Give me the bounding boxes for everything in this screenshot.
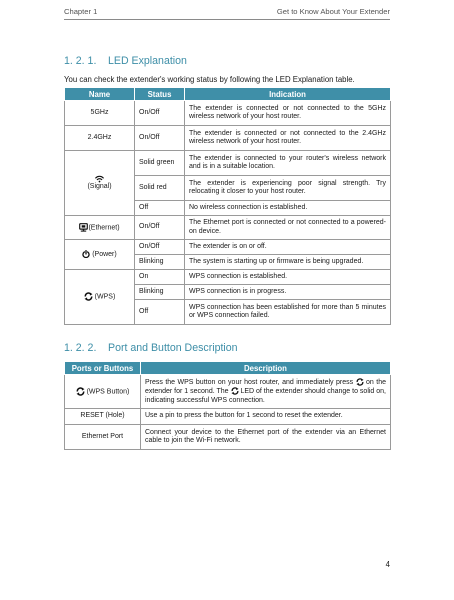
led-indication: The system is starting up or firmware is being upgraded. <box>185 255 391 270</box>
led-indication: The extender is connected to your router's wireless network and is in a suitable location. <box>185 151 391 176</box>
led-indication: No wireless connection is established. <box>185 201 391 216</box>
header-section: Get to Know About Your Extender <box>276 7 390 16</box>
header-chapter: Chapter 1 <box>64 7 98 16</box>
led-name-ethernet <box>65 216 135 240</box>
port-table-header <box>65 362 391 375</box>
port-description: Connect your device to the Ethernet port of the extender via an Ethernet cable to join the Wi-Fi network. <box>141 425 391 450</box>
led-indication: The Ethernet port is connected or not connected to a powered-on device. <box>185 216 391 240</box>
header-rule <box>64 19 390 20</box>
led-name: (Ethernet) <box>88 223 120 231</box>
page-number: 4 <box>385 560 390 569</box>
led-name: (Signal) <box>87 182 112 190</box>
led-status: Blinking <box>135 255 185 270</box>
led-status: On <box>135 270 185 285</box>
port-desc-text: on the extender for 1 second. The <box>145 378 386 396</box>
port-desc-text: LED of the extender should change to solid on, indicating successful WPS connection. <box>145 388 386 404</box>
wifi-signal-icon <box>95 175 104 183</box>
led-indication: The extender is connected or not connected to the 2.4GHz wireless network of your host router. <box>185 126 391 151</box>
port-desc-text: Press the WPS button on your host router, and immediately press <box>145 378 354 386</box>
led-status: Solid green <box>135 151 185 176</box>
led-indication: WPS connection is established. <box>185 270 391 285</box>
led-status: Off <box>135 201 185 216</box>
col-ports: Ports or Buttons <box>65 362 141 375</box>
port-table <box>64 361 391 450</box>
table-row <box>65 101 391 126</box>
col-status: Status <box>135 88 185 101</box>
led-indication: The extender is on or off. <box>185 240 391 255</box>
col-indication: Indication <box>185 88 391 101</box>
led-table-header <box>65 88 391 101</box>
wps-icon <box>231 387 239 395</box>
led-status: Blinking <box>135 285 185 300</box>
led-name: 5GHz <box>65 101 135 126</box>
led-status: Off <box>135 300 185 325</box>
port-description: Use a pin to press the button for 1 second to reset the extender. <box>141 409 391 425</box>
table-row <box>65 216 391 240</box>
led-name-wps <box>65 270 135 325</box>
port-name-wps <box>65 375 141 409</box>
port-section-title: Port and Button Description <box>108 342 238 354</box>
col-name: Name <box>65 88 135 101</box>
led-name: (Power) <box>92 250 117 258</box>
port-section-number: 1. 2. 2. <box>64 342 97 354</box>
led-indication: WPS connection is in progress. <box>185 285 391 300</box>
table-row <box>65 126 391 151</box>
table-row <box>65 375 391 409</box>
table-row <box>65 425 391 450</box>
wps-icon <box>76 387 85 396</box>
table-row <box>65 409 391 425</box>
led-status: Solid red <box>135 176 185 201</box>
wps-icon <box>356 378 364 386</box>
led-name: 2.4GHz <box>65 126 135 151</box>
led-name-signal <box>65 151 135 216</box>
led-name: (WPS) <box>94 293 116 301</box>
led-status: On/Off <box>135 216 185 240</box>
led-indication: WPS connection has been established for more than 5 minutes or WPS connection failed. <box>185 300 391 325</box>
led-name-power <box>65 240 135 270</box>
led-section-intro: You can check the extender's working status by following the LED Explanation table. <box>64 75 355 84</box>
led-status: On/Off <box>135 101 185 126</box>
table-row <box>65 240 391 255</box>
led-indication: The extender is connected or not connected to the 5GHz wireless network of your host router. <box>185 101 391 126</box>
col-description: Description <box>141 362 391 375</box>
port-name: Ethernet Port <box>65 425 141 450</box>
led-indication: The extender is experiencing poor signal strength. Try relocating it closer to your host router. <box>185 176 391 201</box>
wps-icon <box>84 292 93 301</box>
port-name: (WPS Button) <box>86 387 130 395</box>
led-table <box>64 87 391 325</box>
led-status: On/Off <box>135 240 185 255</box>
table-row <box>65 270 391 285</box>
port-section-heading <box>64 342 238 354</box>
led-status: On/Off <box>135 126 185 151</box>
led-section-heading <box>64 55 187 67</box>
power-icon <box>82 250 90 258</box>
port-name: RESET (Hole) <box>65 409 141 425</box>
port-description <box>141 375 391 409</box>
led-section-number: 1. 2. 1. <box>64 55 97 67</box>
led-section-title: LED Explanation <box>108 55 187 67</box>
table-row <box>65 151 391 176</box>
